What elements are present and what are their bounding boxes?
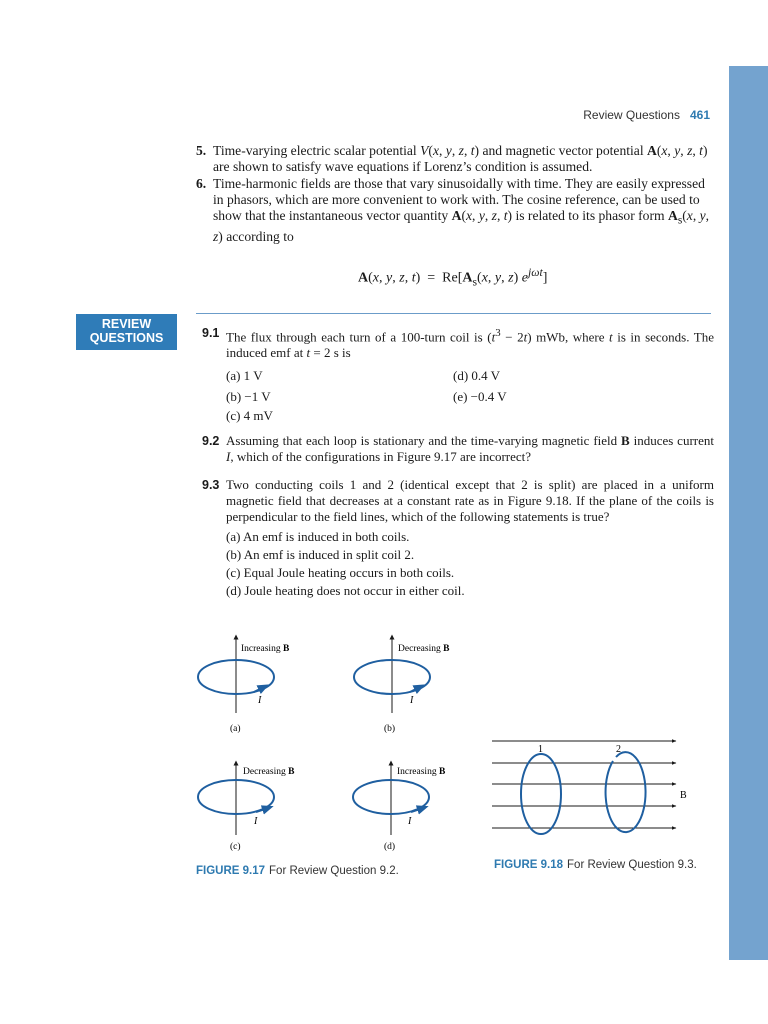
question-text: Two conducting coils 1 and 2 (identical except that 2 is split) are placed in a uniform magnetic field that decreases at a constant rate as in Figure 9.18. If the plane of the coils is perpendicular to the field lines, which of the following statements is true? <box>226 477 714 524</box>
panel-tag: (b) <box>384 724 396 734</box>
field-vector: B <box>288 767 295 777</box>
figure-9-18 <box>488 735 688 845</box>
panel-d <box>353 763 446 852</box>
figure-9-17 <box>180 625 480 855</box>
question-text: Assuming that each loop is stationary and the time-varying magnetic field B induces current I, which of the configurations in Figure 9.17 are incorrect? <box>226 433 714 464</box>
phasor-equation: A(x, y, z, $t) = Re[A_s(x$, y, z) $e^{j\omega t}$] <box>358 266 548 289</box>
option-9-1-b: (b) −1 V <box>226 389 271 404</box>
summary-text: Time-varying electric scalar potential V(x, y, z, t) and magnetic vector potential A(x, y, z, t) are shown to satisfy wave equations if Lorenz’s condition is assumed. <box>213 143 708 174</box>
coil-1 <box>521 754 561 834</box>
option-9-3-b: (b) An emf is induced in split coil 2. <box>226 547 415 562</box>
summary-item-5 <box>196 143 712 175</box>
svg-text:Decreasing B <box>243 767 295 777</box>
question-9-2 <box>202 433 714 465</box>
option-9-1-d: (d) 0.4 V <box>453 368 501 383</box>
current-label: I <box>258 695 262 706</box>
option-9-3-c: (c) Equal Joule heating occurs in both coils. <box>226 565 455 580</box>
question-9-3 <box>202 477 714 525</box>
field-vector: B <box>282 644 290 654</box>
field-vector: B <box>443 644 450 654</box>
option-9-1-a: (a) 1 V <box>226 368 263 383</box>
question-number: 9.1 <box>202 326 220 340</box>
question-9-1 <box>202 325 714 361</box>
summary-text: Time-harmonic fields are those that vary sinusoidally with time. They are easily expressed in phasors, which are more convenient to work with. The cosine reference, can be used to show that the instantaneous vector quantity A(x, y, z, t) is related to its phasor form $A_s(x$, y, z) according to <box>213 176 710 244</box>
field-label: Decreasing <box>243 767 286 777</box>
panel-b <box>354 637 450 734</box>
field-label: B <box>680 790 687 801</box>
field-label: Increasing <box>397 767 437 777</box>
current-label: I <box>254 816 258 827</box>
field-label: Increasing <box>241 644 281 654</box>
figure-9-17-caption: FIGURE 9.17 For Review Question 9.2. <box>196 865 399 877</box>
coil-2 <box>606 752 646 832</box>
coil-1-label: 1 <box>538 744 543 755</box>
question-number: 9.3 <box>202 478 220 492</box>
svg-text:Decreasing B <box>398 644 450 654</box>
panel-tag: (c) <box>230 842 241 852</box>
coil-2-label: 2 <box>616 744 621 755</box>
running-head <box>560 108 710 122</box>
panel-c <box>198 763 295 852</box>
summary-item-6 <box>196 176 712 245</box>
page-edge-tab <box>729 66 768 960</box>
page-number: 461 <box>689 108 710 122</box>
field-label: Decreasing <box>398 644 441 654</box>
panel-tag: (d) <box>384 842 396 852</box>
section-divider <box>196 313 711 314</box>
option-9-3-a: (a) An emf is induced in both coils. <box>226 529 410 544</box>
option-9-1-e: (e) −0.4 V <box>453 389 507 404</box>
summary-number: 5. <box>196 143 207 158</box>
review-questions-label: REVIEW QUESTIONS <box>76 314 177 350</box>
svg-text:Increasing B <box>241 644 290 654</box>
svg-text:Increasing B <box>397 767 446 777</box>
option-9-1-c: (c) 4 mV <box>226 408 273 423</box>
panel-a <box>198 637 290 734</box>
panel-tag: (a) <box>230 724 241 734</box>
section-title: Review Questions <box>583 108 680 122</box>
option-9-3-d: (d) Joule heating does not occur in either coil. <box>226 583 465 598</box>
summary-number: 6. <box>196 176 207 191</box>
current-label: I <box>410 695 414 706</box>
question-text: The flux through each turn of a 100-turn coil is $(t^3 - 2t)$ mWb, where t is in seconds. The induced emf at t = 2 s is <box>226 327 714 361</box>
field-lines <box>492 741 676 828</box>
field-vector: B <box>438 767 446 777</box>
question-number: 9.2 <box>202 434 220 448</box>
figure-9-18-caption: FIGURE 9.18 For Review Question 9.3. <box>494 859 697 871</box>
current-label: I <box>408 816 412 827</box>
